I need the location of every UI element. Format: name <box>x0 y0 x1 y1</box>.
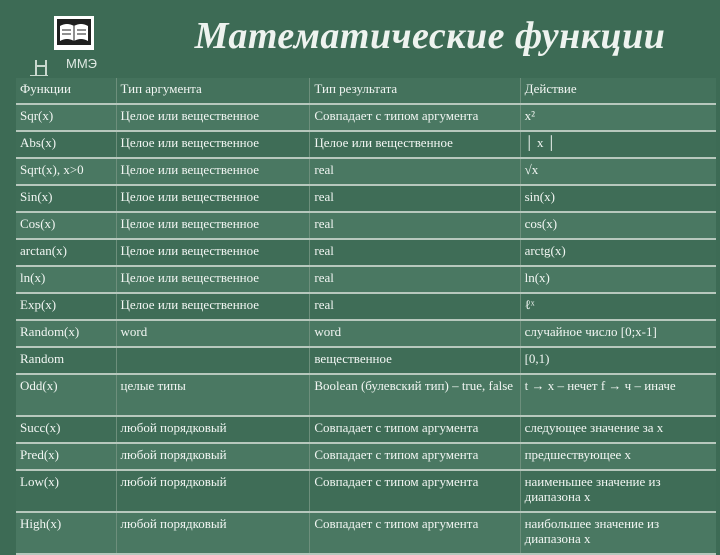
table-cell: [0,1) <box>520 347 716 374</box>
table-row <box>16 374 716 416</box>
logo-text: ММЭ <box>66 56 98 71</box>
table-row <box>16 320 716 347</box>
table-row <box>16 131 716 158</box>
table-row <box>16 512 716 554</box>
table-cell: word <box>116 320 310 347</box>
table-cell: word <box>310 320 520 347</box>
column-header: Функции <box>16 78 116 104</box>
table-cell: Exp(x) <box>16 293 116 320</box>
table-cell: Boolean (булевский тип) – true, false <box>310 374 520 416</box>
table-cell: Odd(x) <box>16 374 116 416</box>
table-cell: Совпадает с типом аргумента <box>310 443 520 470</box>
table-cell: случайное число [0;x-1] <box>520 320 716 347</box>
table-cell: t → x – нечет f → ч – иначе <box>520 374 716 416</box>
table-cell: real <box>310 293 520 320</box>
table-cell: Целое или вещественное <box>116 131 310 158</box>
table-row <box>16 347 716 374</box>
table-cell: наибольшее значение из диапазона x <box>520 512 716 554</box>
table-cell: Целое или вещественное <box>116 239 310 266</box>
table-cell: real <box>310 239 520 266</box>
table-cell: Целое или вещественное <box>116 104 310 131</box>
table-row <box>16 239 716 266</box>
table-cell: real <box>310 266 520 293</box>
functions-table <box>16 78 716 555</box>
table-row <box>16 212 716 239</box>
table-cell: Целое или вещественное <box>310 131 520 158</box>
table-cell: x² <box>520 104 716 131</box>
table-cell: cos(x) <box>520 212 716 239</box>
table-cell: real <box>310 158 520 185</box>
table-header-row <box>16 78 716 104</box>
table-row <box>16 470 716 512</box>
table-cell: real <box>310 212 520 239</box>
table-cell: Sqr(x) <box>16 104 116 131</box>
table-cell: Random(x) <box>16 320 116 347</box>
table-row <box>16 293 716 320</box>
table-row <box>16 266 716 293</box>
table-cell: Cos(x) <box>16 212 116 239</box>
table-cell: наименьшее значение из диапазона x <box>520 470 716 512</box>
table-row <box>16 416 716 443</box>
table-cell: real <box>310 185 520 212</box>
table-cell: Совпадает с типом аргумента <box>310 512 520 554</box>
table-cell: Random <box>16 347 116 374</box>
table-cell: Целое или вещественное <box>116 266 310 293</box>
table-row <box>16 104 716 131</box>
table-cell: High(x) <box>16 512 116 554</box>
table-cell: Low(x) <box>16 470 116 512</box>
column-header: Тип аргумента <box>116 78 310 104</box>
table-cell: arctan(x) <box>16 239 116 266</box>
table-cell: любой порядковый <box>116 416 310 443</box>
column-header: Действие <box>520 78 716 104</box>
table-cell: ln(x) <box>520 266 716 293</box>
table-cell: sin(x) <box>520 185 716 212</box>
table-cell: Целое или вещественное <box>116 293 310 320</box>
table-cell: любой порядковый <box>116 512 310 554</box>
table-cell: Целое или вещественное <box>116 158 310 185</box>
table-cell: Совпадает с типом аргумента <box>310 104 520 131</box>
table-cell: ℓˣ <box>520 293 716 320</box>
table-cell: целые типы <box>116 374 310 416</box>
table-cell: Sqrt(x), x>0 <box>16 158 116 185</box>
table-row <box>16 185 716 212</box>
table-cell: предшествующее x <box>520 443 716 470</box>
table-cell: любой порядковый <box>116 470 310 512</box>
table-cell: Целое или вещественное <box>116 212 310 239</box>
table-cell <box>116 347 310 374</box>
table-cell: √x <box>520 158 716 185</box>
page-title: Математические функции <box>194 15 666 57</box>
table-cell: Pred(x) <box>16 443 116 470</box>
table-row <box>16 158 716 185</box>
table-cell: │ x │ <box>520 131 716 158</box>
table-row <box>16 443 716 470</box>
table-cell: Целое или вещественное <box>116 185 310 212</box>
column-header: Тип результата <box>310 78 520 104</box>
table-cell: Sin(x) <box>16 185 116 212</box>
table-cell: ln(x) <box>16 266 116 293</box>
table-cell: любой порядковый <box>116 443 310 470</box>
table-cell: arctg(x) <box>520 239 716 266</box>
table-cell: Succ(x) <box>16 416 116 443</box>
table-cell: вещественное <box>310 347 520 374</box>
table-cell: Совпадает с типом аргумента <box>310 416 520 443</box>
table-cell: следующее значение за x <box>520 416 716 443</box>
table-cell: Abs(x) <box>16 131 116 158</box>
table-cell: Совпадает с типом аргумента <box>310 470 520 512</box>
